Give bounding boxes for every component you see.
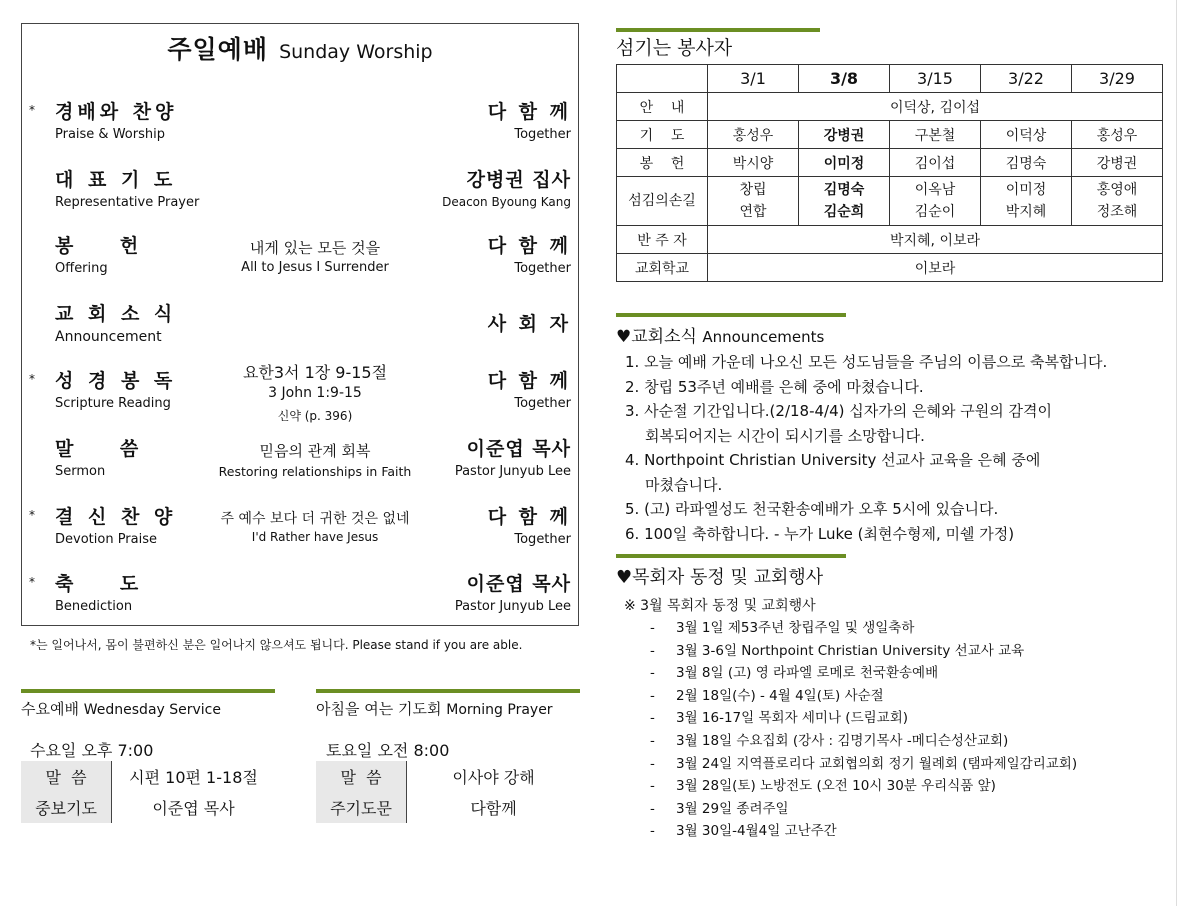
- heart-icon: ♥: [616, 327, 632, 347]
- event-text: 3월 16-17일 목회자 세미나 (드림교회): [676, 710, 909, 727]
- order-name-en: Devotion Praise: [55, 532, 157, 547]
- dash-marker: -: [650, 710, 655, 727]
- item-number: 3.: [625, 402, 640, 420]
- order-name-ko: 교 회 소 식: [55, 303, 177, 325]
- event-text: 3월 3-6일 Northpoint Christian University 선교사 교육: [676, 642, 1025, 659]
- table-row: [617, 177, 1163, 226]
- list-item: [650, 685, 1077, 708]
- item-text: 100일 축하합니다. - 누가 Luke (최현수형제, 미쉘 가정): [644, 524, 1015, 543]
- table-label: 말 씀: [316, 761, 407, 792]
- heart-icon: ♥: [616, 567, 633, 588]
- event-text: 3월 18일 수요집회 (강사 : 김명기목사 -메디슨성산교회): [676, 732, 1009, 749]
- table-cell: 박지혜, 이보라: [708, 226, 1163, 254]
- events-title: [616, 563, 823, 589]
- table-label: 중보기도: [21, 792, 112, 823]
- order-name-en: Scripture Reading: [55, 396, 171, 411]
- row-label: 반 주 자: [617, 226, 708, 254]
- order-leader-en: Together: [514, 396, 571, 411]
- table-cell: 이보라: [708, 254, 1163, 282]
- order-leader-en: Pastor Junyub Lee: [454, 599, 571, 614]
- announcements-title-en: Announcements: [702, 328, 825, 346]
- row-label: 섬김의손길: [617, 177, 708, 226]
- order-item-praise: [22, 97, 578, 157]
- table-cell: [1072, 177, 1163, 226]
- stand-note: *는 일어나서, 몸이 불편하신 분은 일어나지 않으셔도 됩니다. Please stand if you are able.: [30, 638, 523, 652]
- announcements-title-ko: 교회소식: [631, 327, 697, 347]
- item-number: 1.: [625, 353, 640, 371]
- order-name-en: Offering: [55, 261, 108, 276]
- list-item: [650, 617, 1077, 640]
- order-leader-en: Together: [514, 127, 571, 142]
- announcements-title: [616, 322, 824, 347]
- order-name-ko: 경배와 찬양: [55, 101, 178, 123]
- sunday-title-ko: 주일예배: [167, 35, 268, 64]
- events-list: [650, 617, 1077, 843]
- item-text-cont: 회복되어지는 시간이 되시기를 소망합니다.: [645, 426, 925, 445]
- order-item-benediction: [22, 569, 578, 629]
- devotion-hymn-en: I'd Rather have Jesus: [251, 530, 379, 544]
- cell-line: 정조해: [1096, 204, 1138, 220]
- dash-marker: -: [650, 800, 655, 817]
- event-text: 3월 28일(토) 노방전도 (오전 10시 30분 우리식품 앞): [676, 778, 996, 795]
- order-hymn-en: All to Jesus I Surrender: [241, 260, 389, 275]
- events-subtitle: ※ 3월 목회자 동정 및 교회행사: [624, 598, 816, 614]
- event-text: 3월 29일 종려주일: [676, 800, 789, 817]
- morning-title: [316, 698, 553, 719]
- date-header: 3/8: [799, 65, 890, 93]
- divider: [316, 689, 580, 693]
- order-leader: 다 함 께: [487, 101, 571, 123]
- sermon-title-ko: 믿음의 관계 회복: [259, 442, 371, 460]
- event-text: 2월 18일(수) - 4월 4일(토) 사순절: [676, 687, 884, 704]
- table-cell: 강병권: [799, 121, 890, 149]
- morning-title-ko: 아침을 여는 기도회: [316, 700, 442, 718]
- order-leader-en: Deacon Byoung Kang: [442, 195, 571, 209]
- order-leader: 다 함 께: [487, 370, 571, 392]
- scripture-page: 신약 (p. 396): [277, 409, 353, 423]
- table-cell: [890, 177, 981, 226]
- row-label: 안 내: [617, 93, 708, 121]
- table-value: 이준엽 목사: [112, 792, 276, 823]
- wednesday-title-en: Wednesday Service: [83, 702, 221, 718]
- cell-line: 박지혜: [1005, 204, 1047, 220]
- table-row: [316, 792, 580, 823]
- dash-marker: -: [650, 687, 655, 704]
- dash-marker: -: [650, 778, 655, 795]
- list-item: [650, 662, 1077, 685]
- sunday-worship-title: [22, 30, 578, 66]
- order-name-ko: 결 신 찬 양: [55, 506, 177, 528]
- table-value: 이사야 강해: [407, 761, 581, 792]
- order-item-announcement: [22, 299, 578, 359]
- cell-line: 김순이: [914, 204, 956, 220]
- sunday-worship-box: [21, 23, 579, 626]
- order-item-offering: [22, 231, 578, 291]
- order-name-ko: 봉 헌: [55, 235, 143, 257]
- table-corner: [617, 65, 708, 93]
- list-item: [625, 399, 1107, 448]
- order-item-scripture: [22, 363, 578, 426]
- order-item-devotion: [22, 502, 578, 562]
- item-text: 창립 53주년 예배를 은혜 중에 마쳤습니다.: [644, 377, 924, 396]
- order-leader: 다 함 께: [487, 506, 571, 528]
- item-number: 2.: [625, 377, 640, 396]
- table-cell: 이덕상: [981, 121, 1072, 149]
- list-item: [625, 375, 1107, 400]
- item-text: 사순절 기간입니다.(2/18-4/4) 십자가의 은혜와 구원의 감격이: [644, 402, 1052, 420]
- order-name-en: Sermon: [55, 464, 106, 479]
- order-name-ko: 축 도: [55, 573, 143, 595]
- stand-marker: *: [29, 508, 35, 522]
- dash-marker: -: [650, 823, 655, 840]
- table-cell: [708, 177, 799, 226]
- order-hymn-ko: 내게 있는 모든 것을: [249, 239, 381, 257]
- dash-marker: -: [650, 732, 655, 749]
- table-cell: 강병권: [1072, 149, 1163, 177]
- table-cell: 홍성우: [1072, 121, 1163, 149]
- event-text: 3월 30일-4월4일 고난주간: [676, 823, 837, 840]
- morning-time: 토요일 오전 8:00: [326, 741, 450, 760]
- table-row: [21, 792, 275, 823]
- table-cell: 박시양: [708, 149, 799, 177]
- scripture-en: 3 John 1:9-15: [268, 385, 362, 401]
- order-name-en: Benediction: [55, 599, 133, 614]
- date-header: 3/29: [1072, 65, 1163, 93]
- item-text: (고) 라파엘성도 천국환송예배가 오후 5시에 있습니다.: [644, 500, 999, 518]
- wednesday-title: [21, 698, 221, 719]
- order-name-ko: 대 표 기 도: [55, 169, 177, 191]
- table-cell: [981, 177, 1072, 226]
- cell-line: 김순희: [823, 204, 865, 220]
- cell-line: 연합: [739, 204, 767, 220]
- list-item: [650, 820, 1077, 843]
- morning-table: [316, 761, 580, 823]
- dash-marker: -: [650, 642, 655, 659]
- order-name-en: Representative Prayer: [55, 195, 200, 210]
- wednesday-time: 수요일 오후 7:00: [30, 741, 154, 760]
- divider: [21, 689, 275, 693]
- dash-marker: -: [650, 665, 655, 682]
- cell-line: 홍영애: [1096, 182, 1138, 198]
- date-header: 3/15: [890, 65, 981, 93]
- volunteers-table: [616, 64, 1163, 282]
- row-label: 기 도: [617, 121, 708, 149]
- sunday-title-en: Sunday Worship: [279, 41, 433, 63]
- table-row: [21, 761, 275, 792]
- item-number: 4.: [625, 451, 640, 469]
- table-cell: 홍성우: [708, 121, 799, 149]
- stand-marker: *: [29, 575, 35, 589]
- table-row: [316, 761, 580, 792]
- order-item-sermon: [22, 434, 578, 494]
- list-item: [625, 497, 1107, 522]
- order-leader-en: Pastor Junyub Lee: [454, 464, 571, 479]
- stand-marker: *: [29, 103, 35, 117]
- dash-marker: -: [650, 620, 655, 636]
- order-name-ko: 성 경 봉 독: [55, 370, 177, 392]
- table-row: [617, 65, 1163, 93]
- table-cell: 김명숙: [981, 149, 1072, 177]
- item-number: 6.: [625, 524, 640, 543]
- list-item: [650, 730, 1077, 753]
- stand-marker: *: [29, 372, 35, 386]
- table-row: [617, 149, 1163, 177]
- event-text: 3월 1일 제53주년 창립주일 및 생일축하: [676, 620, 915, 636]
- item-text: Northpoint Christian University 선교사 교육을 은혜 중에: [644, 451, 1041, 469]
- table-value: 시편 10편 1-18절: [112, 761, 276, 792]
- date-header: 3/1: [708, 65, 799, 93]
- announcements-list: [625, 350, 1107, 546]
- sermon-title-en: Restoring relationships in Faith: [218, 464, 412, 479]
- cell-line: 김명숙: [823, 182, 865, 198]
- item-text: 오늘 예배 가운데 나오신 모든 성도님들을 주님의 이름으로 축복합니다.: [644, 353, 1108, 371]
- list-item: [650, 640, 1077, 663]
- wednesday-table: [21, 761, 275, 823]
- cell-line: 이옥남: [914, 182, 956, 198]
- item-number: 5.: [625, 500, 640, 518]
- event-text: 3월 24일 지역플로리다 교회협의회 정기 월례회 (탬파제일감리교회): [676, 755, 1078, 772]
- divider: [616, 313, 846, 317]
- table-cell: 이미정: [799, 149, 890, 177]
- order-leader: 강병권 집사: [466, 169, 571, 191]
- divider: [616, 554, 846, 558]
- table-row: [617, 226, 1163, 254]
- date-header: 3/22: [981, 65, 1072, 93]
- events-title-text: 목회자 동정 및 교회행사: [632, 567, 824, 588]
- table-label: 주기도문: [316, 792, 407, 823]
- list-item: [625, 448, 1107, 497]
- list-item: [650, 775, 1077, 798]
- order-name-ko: 말 씀: [55, 438, 143, 460]
- divider: [616, 28, 820, 32]
- table-cell: 김이섭: [890, 149, 981, 177]
- order-leader-en: Together: [514, 261, 571, 276]
- table-row: [617, 254, 1163, 282]
- cell-line: 창립: [739, 182, 767, 198]
- table-label: 말 씀: [21, 761, 112, 792]
- order-name-en: Praise & Worship: [55, 127, 165, 142]
- order-leader: 이준엽 목사: [466, 573, 571, 595]
- table-row: [617, 93, 1163, 121]
- table-row: [617, 121, 1163, 149]
- list-item: [625, 350, 1107, 375]
- order-name-en: Announcement: [55, 329, 162, 345]
- table-cell: 구본철: [890, 121, 981, 149]
- list-item: [650, 753, 1077, 776]
- row-label: 교회학교: [617, 254, 708, 282]
- table-cell: [799, 177, 890, 226]
- order-leader: 사 회 자: [487, 313, 571, 335]
- item-text-cont: 마쳤습니다.: [645, 475, 723, 494]
- event-text: 3월 8일 (고) 영 라파엘 로메로 천국환송예배: [676, 665, 939, 682]
- dash-marker: -: [650, 755, 655, 772]
- table-cell: 이덕상, 김이섭: [708, 93, 1163, 121]
- cell-line: 이미정: [1005, 182, 1047, 198]
- list-item: [625, 522, 1107, 547]
- row-label: 봉 헌: [617, 149, 708, 177]
- devotion-hymn-ko: 주 예수 보다 더 귀한 것은 없네: [220, 511, 410, 527]
- table-value: 다함께: [407, 792, 581, 823]
- page-edge: [1176, 0, 1177, 906]
- morning-title-en: Morning Prayer: [446, 702, 553, 718]
- order-leader: 이준엽 목사: [466, 438, 571, 460]
- order-item-prayer: [22, 165, 578, 225]
- list-item: [650, 798, 1077, 821]
- wednesday-title-ko: 수요예배: [21, 700, 79, 718]
- volunteers-title: 섬기는 봉사자: [616, 37, 733, 59]
- list-item: [650, 707, 1077, 730]
- order-leader-en: Together: [514, 532, 571, 547]
- scripture-ko: 요한3서 1장 9-15절: [242, 363, 388, 382]
- order-leader: 다 함 께: [487, 235, 571, 257]
